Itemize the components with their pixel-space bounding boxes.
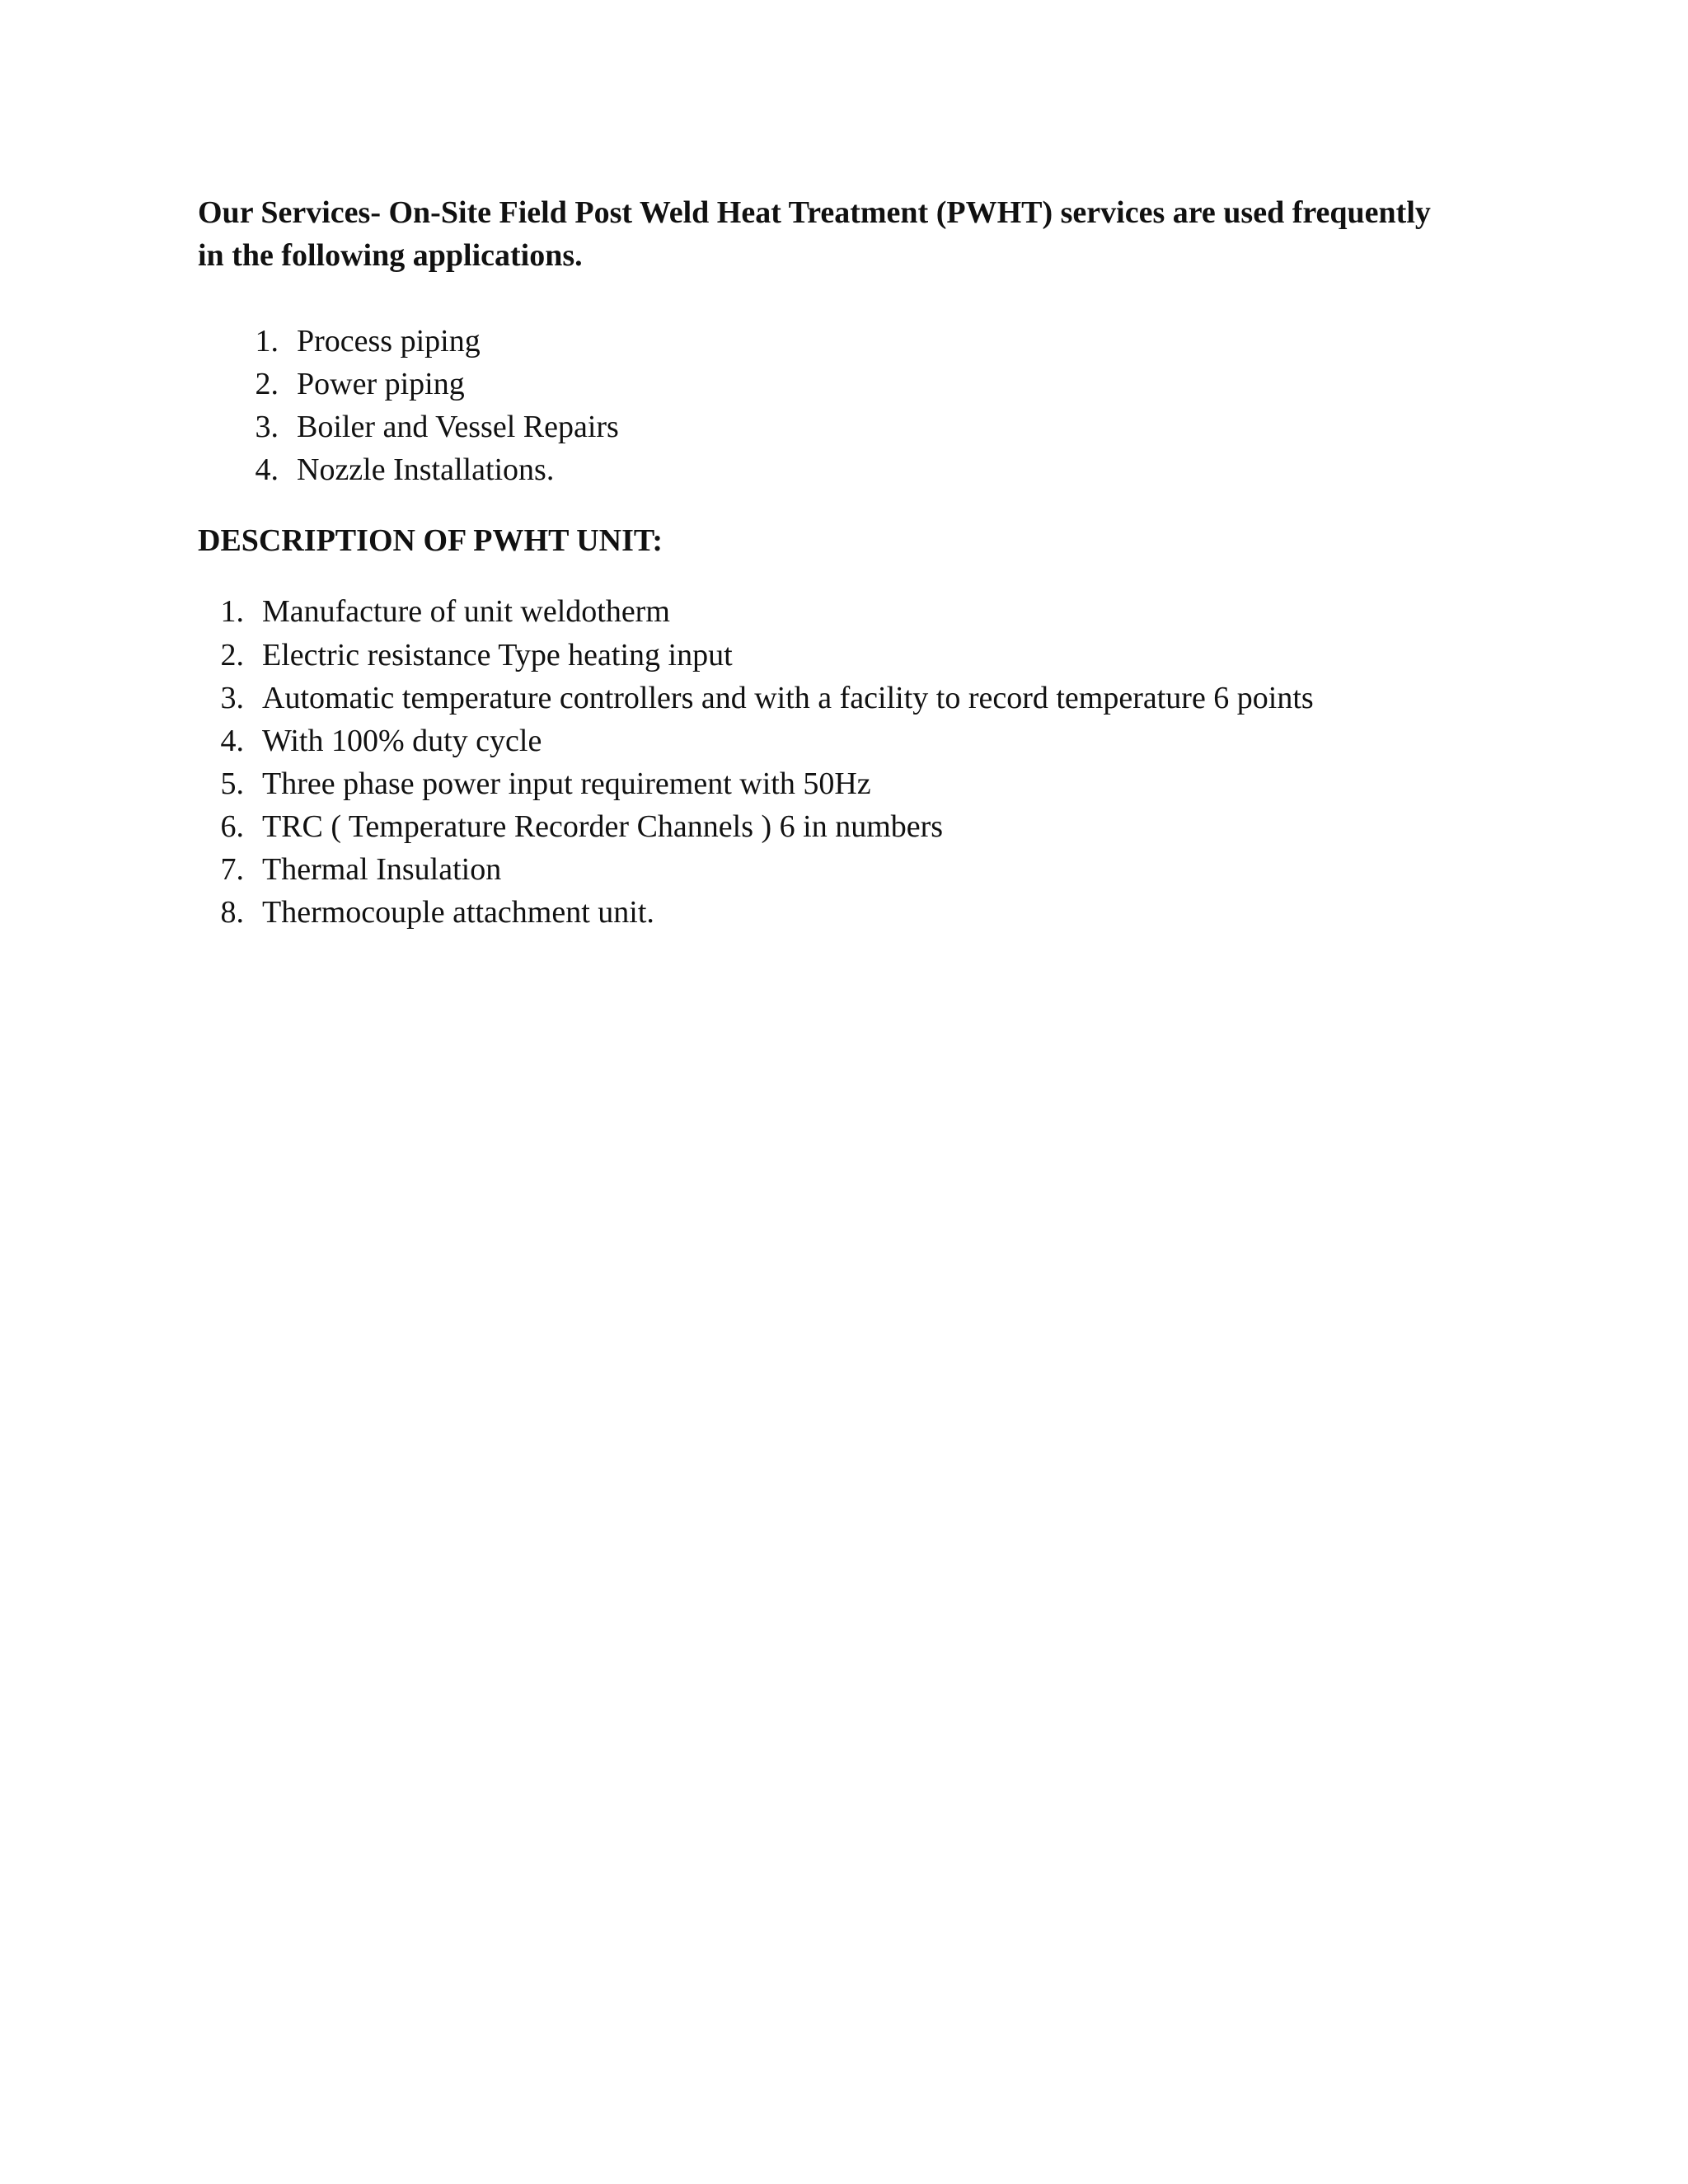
list-number: 6.: [220, 809, 244, 844]
list-item: [220, 677, 1314, 719]
list-text: Nozzle Installations.: [297, 452, 555, 487]
list-item: [255, 320, 619, 363]
list-number: 1.: [255, 324, 279, 359]
list-text: Thermocouple attachment unit.: [262, 895, 654, 930]
list-number: 8.: [220, 895, 244, 930]
list-item: [220, 634, 1314, 677]
list-text: Process piping: [297, 324, 481, 359]
list-item: [255, 448, 619, 491]
list-text: Electric resistance Type heating input: [262, 638, 733, 673]
intro-paragraph: Our Services- On-Site Field Post Weld Heat Treatment (PWHT) services are used frequently in the following applications.: [198, 195, 1431, 273]
list-item: [220, 590, 1314, 633]
list-text: TRC ( Temperature Recorder Channels ) 6 in numbers: [262, 809, 944, 844]
list-text: Automatic temperature controllers and with a facility to record temperature 6 points: [262, 681, 1314, 715]
list-item: [255, 405, 619, 448]
list-number: 2.: [220, 638, 244, 673]
list-item: [220, 848, 1314, 891]
applications-list: [255, 320, 619, 491]
list-number: 1.: [220, 594, 244, 629]
description-list: [220, 590, 1314, 934]
list-number: 3.: [220, 681, 244, 715]
list-number: 4.: [220, 724, 244, 758]
list-text: Manufacture of unit weldotherm: [262, 594, 670, 629]
list-text: Three phase power input requirement with 50Hz: [262, 766, 871, 801]
list-number: 5.: [220, 766, 244, 801]
list-number: 3.: [255, 410, 279, 444]
list-item: [220, 805, 1314, 848]
description-heading: DESCRIPTION OF PWHT UNIT:: [198, 523, 663, 558]
list-number: 4.: [255, 452, 279, 487]
list-item: [220, 891, 1314, 934]
list-text: Boiler and Vessel Repairs: [297, 410, 619, 444]
list-text: Thermal Insulation: [262, 852, 502, 887]
list-text: With 100% duty cycle: [262, 724, 542, 758]
list-number: 7.: [220, 852, 244, 887]
list-item: [220, 762, 1314, 805]
list-number: 2.: [255, 367, 279, 401]
list-item: [220, 719, 1314, 762]
list-text: Power piping: [297, 367, 465, 401]
list-item: [255, 363, 619, 405]
